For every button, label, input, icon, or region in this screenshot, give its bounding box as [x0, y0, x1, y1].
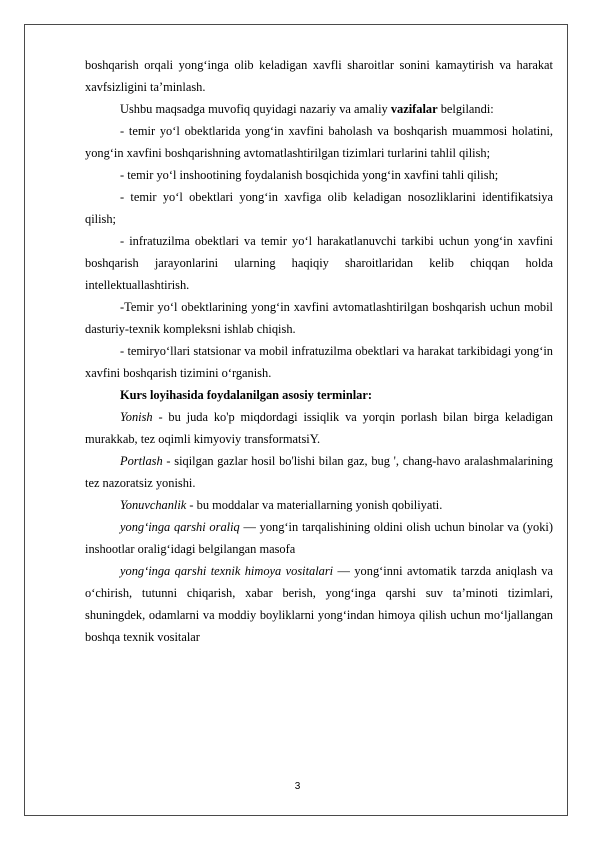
term-name: Yonish — [120, 410, 153, 424]
terms-heading: Kurs loyihasida foydalanilgan asosiy terminlar: — [120, 388, 372, 402]
term-yonish — [85, 406, 553, 450]
term-name: Portlash — [120, 454, 163, 468]
paragraph-tasks-intro — [85, 98, 553, 120]
task-item-2: - temir yo‘l inshootining foydalanish bosqichida yong‘in xavfini tahli qilish; — [120, 168, 499, 182]
term-himoya-vositalari — [85, 560, 553, 648]
task-item-5: -Temir yo‘l obektlarining yong‘in xavfini avtomatlashtirilgan boshqarish uchun mobil dasturiy-texnik kompleksni ishlab chiqish. — [85, 300, 553, 336]
term-definition: - bu moddalar va materiallarning yonish qobiliyati. — [186, 498, 443, 512]
task-item-1: - temir yo‘l obektlarida yong‘in xavfini baholash va boshqarish muammosi holatini, yong‘in xavfini boshqarishning avtomatlashtirilgan tizimlari turlarini tahlil qilish; — [85, 124, 553, 160]
term-definition: - siqilgan gazlar hosil bo'lishi bilan gaz, bug ', chang-havo aralashmalarining tez nazoratsiz yonishi. — [85, 454, 553, 490]
term-definition: - bu juda ko'p miqdordagi issiqlik va yorqin porlash bilan birga keladigan murakkab, tez oqimli kimyoviy transformatsiY. — [85, 410, 553, 446]
term-portlash — [85, 450, 553, 494]
term-yonuvchanlik — [85, 494, 553, 516]
document-body — [85, 54, 553, 648]
tasks-keyword: vazifalar — [390, 102, 438, 116]
paragraph-continuation: boshqarish orqali yong‘inga olib keladigan xavfli sharoitlar sonini kamaytirish va harakat xavfsizligini ta’minlash. — [85, 58, 553, 94]
tasks-intro-text: Ushbu maqsadga muvofiq quyidagi nazariy va amaliy — [120, 102, 391, 116]
page-number: 3 — [294, 781, 301, 792]
task-item-6: - temiryo‘llari statsionar va mobil infratuzilma obektlari va harakat tarkibidagi yong‘in xavfini boshqarish tizimini o‘rganish. — [85, 344, 553, 380]
term-definition: — yong‘inni avtomatik tarzda aniqlash va o‘chirish, tutunni chiqarish, xabar berish, yong‘inga qarshi suv ta’minoti tizimlari, shuningdek, odamlarni va moddiy boyliklarni yong‘indan himoya qilish uchun mo‘ljallangan boshqa texnik vositalar — [85, 564, 554, 644]
tasks-intro-end: belgilandi: — [437, 102, 494, 116]
term-definition: — yong‘in tarqalishining oldini olish uchun binolar va (yoki) inshootlar oralig‘idagi belgilangan masofa — [85, 520, 553, 556]
term-name: yong‘inga qarshi texnik himoya vositalari — [120, 564, 334, 578]
task-item-3: - temir yo‘l obektlari yong‘in xavfiga olib keladigan nosozliklarini identifikatsiya qilish; — [85, 190, 553, 226]
term-name: Yonuvchanlik — [120, 498, 187, 512]
term-qarshi-oraliq — [85, 516, 553, 560]
term-name: yong‘inga qarshi oraliq — [120, 520, 240, 534]
task-item-4: - infratuzilma obektlari va temir yo‘l harakatlanuvchi tarkibi uchun yong‘in xavfini boshqarish jarayonlarini ularning haqiqiy sharoitlaridan kelib chiqqan holda intellektuallashtirish. — [85, 234, 553, 292]
